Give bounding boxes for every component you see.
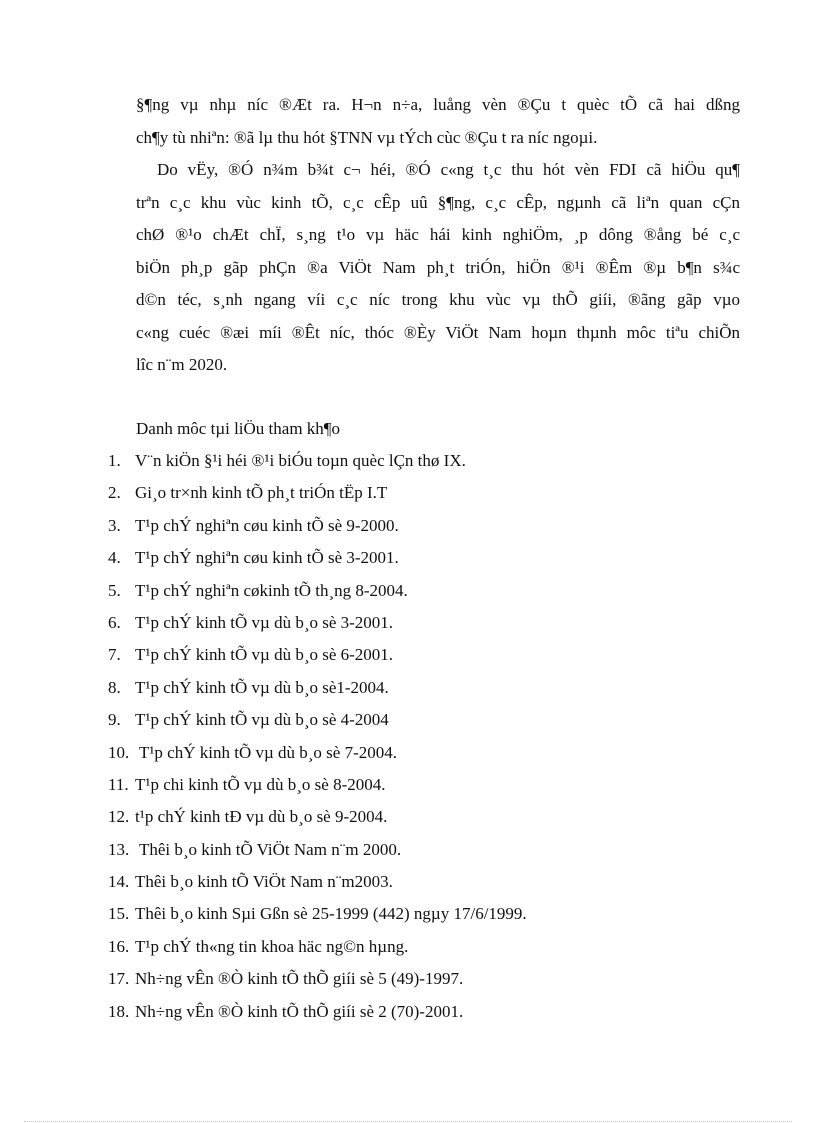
paragraph-line: Do vËy, ®Ó n¾m b¾t c¬ héi, ®Ó c«ng t¸c thu hót vèn FDI cã hiÖu qu¶ xyxy=(157,160,740,179)
reference-text: T¹p chi kinh tÕ vµ dù b¸o sè 8-2004. xyxy=(135,774,386,794)
reference-item xyxy=(108,482,748,514)
reference-item xyxy=(108,936,748,968)
reference-text: Thêi b¸o kinh Sµi Gßn sè 25-1999 (442) ngµy 17/6/1999. xyxy=(135,904,527,924)
reference-item xyxy=(108,580,748,612)
reference-text: T¹p chÝ nghiªn cøu kinh tÕ sè 9-2000. xyxy=(135,515,399,535)
reference-number: 8. xyxy=(108,677,121,697)
reference-text: T¹p chÝ kinh tÕ vµ dù b¸o sè 3-2001. xyxy=(135,612,394,632)
reference-number: 9. xyxy=(108,710,121,730)
reference-item xyxy=(108,806,748,838)
reference-text: Nh÷ng vÊn ®Ò kinh tÕ thÕ giíi sè 5 (49)-1997. xyxy=(135,969,464,989)
reference-text: T¹p chÝ nghiªn cøkinh tÕ th¸ng 8-2004. xyxy=(135,580,408,600)
reference-text: T¹p chÝ th«ng tin khoa häc ng©n hµng. xyxy=(135,936,409,956)
reference-number: 6. xyxy=(108,612,121,632)
reference-text: T¹p chÝ kinh tÕ vµ dù b¸o sè 6-2001. xyxy=(135,645,394,665)
reference-item xyxy=(108,547,748,579)
reference-text: T¹p chÝ kinh tÕ vµ dù b¸o sè 7-2004. xyxy=(135,742,397,762)
reference-text: T¹p chÝ kinh tÕ vµ dù b¸o sè1-2004. xyxy=(135,677,389,697)
paragraph-line: trªn c¸c khu vùc kinh tÕ, c¸c cÊp uû §¶ng, c¸c cÊp, ngµnh cã liªn quan cÇn xyxy=(136,193,740,212)
reference-number: 12. xyxy=(108,807,130,827)
reference-item xyxy=(108,839,748,871)
reference-item xyxy=(108,903,748,935)
reference-text: Nh÷ng vÊn ®Ò kinh tÕ thÕ giíi sè 2 (70)-2001. xyxy=(135,1001,464,1021)
page-bottom-rule xyxy=(24,1121,792,1122)
reference-number: 14. xyxy=(108,872,130,892)
reference-number: 10. xyxy=(108,742,130,762)
reference-number: 16. xyxy=(108,936,130,956)
paragraph-line: biÖn ph¸p gãp phÇn ®a ViÖt Nam ph¸t triÓn, hiÖn ®¹i ®Êm ®µ b¶n s¾c xyxy=(136,258,740,277)
reference-number: 4. xyxy=(108,548,121,568)
reference-item xyxy=(108,871,748,903)
reference-item xyxy=(108,1001,748,1033)
reference-item xyxy=(108,515,748,547)
reference-number: 13. xyxy=(108,839,130,859)
reference-number: 5. xyxy=(108,580,121,600)
reference-item xyxy=(108,774,748,806)
paragraph-line: §¶ng vµ nhµ níc ®Æt ra. H¬n n÷a, luång vèn ®Çu t quèc tÕ cã hai dßng xyxy=(136,95,740,114)
reference-number: 1. xyxy=(108,451,121,470)
reference-text: V¨n kiÖn §¹i héi ®¹i biÓu toµn quèc lÇn thø IX. xyxy=(135,451,466,470)
reference-item xyxy=(108,612,748,644)
reference-item xyxy=(108,644,748,676)
reference-item xyxy=(108,968,748,1000)
references-heading: Danh môc tµi liÖu tham kh¶o xyxy=(136,419,340,438)
reference-number: 15. xyxy=(108,904,130,924)
reference-item xyxy=(108,450,748,482)
reference-text: Thêi b¸o kinh tÕ ViÖt Nam n¨m2003. xyxy=(135,872,393,892)
reference-number: 18. xyxy=(108,1001,130,1021)
reference-number: 2. xyxy=(108,483,121,503)
paragraph-line: d©n téc, s¸nh ngang víi c¸c níc trong khu vùc vµ thÕ giíi, ®ãng gãp vµo xyxy=(136,290,740,309)
reference-number: 3. xyxy=(108,515,121,535)
paragraph-line: lîc n¨m 2020. xyxy=(136,355,228,374)
references-list xyxy=(108,450,748,1033)
reference-text: T¹p chÝ nghiªn cøu kinh tÕ sè 3-2001. xyxy=(135,548,399,568)
reference-number: 7. xyxy=(108,645,121,665)
reference-item xyxy=(108,709,748,741)
reference-text: T¹p chÝ kinh tÕ vµ dù b¸o sè 4-2004 xyxy=(135,710,389,730)
paragraph-line: ch¶y tù nhiªn: ®ã lµ thu hót §TNN vµ tÝch cùc ®Çu t ra níc ngoµi. xyxy=(136,128,598,147)
reference-text: Thêi b¸o kinh tÕ ViÖt Nam n¨m 2000. xyxy=(135,839,402,859)
reference-text: Gi¸o tr×nh kinh tÕ ph¸t triÓn tËp I.T xyxy=(135,483,388,503)
paragraph-line: c«ng cuéc ®æi míi ®Êt níc, thóc ®Èy ViÖt Nam hoµn thµnh môc tiªu chiÕn xyxy=(136,323,740,342)
reference-item xyxy=(108,677,748,709)
reference-number: 17. xyxy=(108,969,130,989)
paragraph-line: chØ ®¹o chÆt chÏ, s¸ng t¹o vµ häc hái kinh nghiÖm, ¸p dông ®ång bé c¸c xyxy=(136,225,740,244)
reference-item xyxy=(108,742,748,774)
reference-number: 11. xyxy=(108,774,129,794)
reference-text: t¹p chÝ kinh tÐ vµ dù b¸o sè 9-2004. xyxy=(135,807,388,827)
